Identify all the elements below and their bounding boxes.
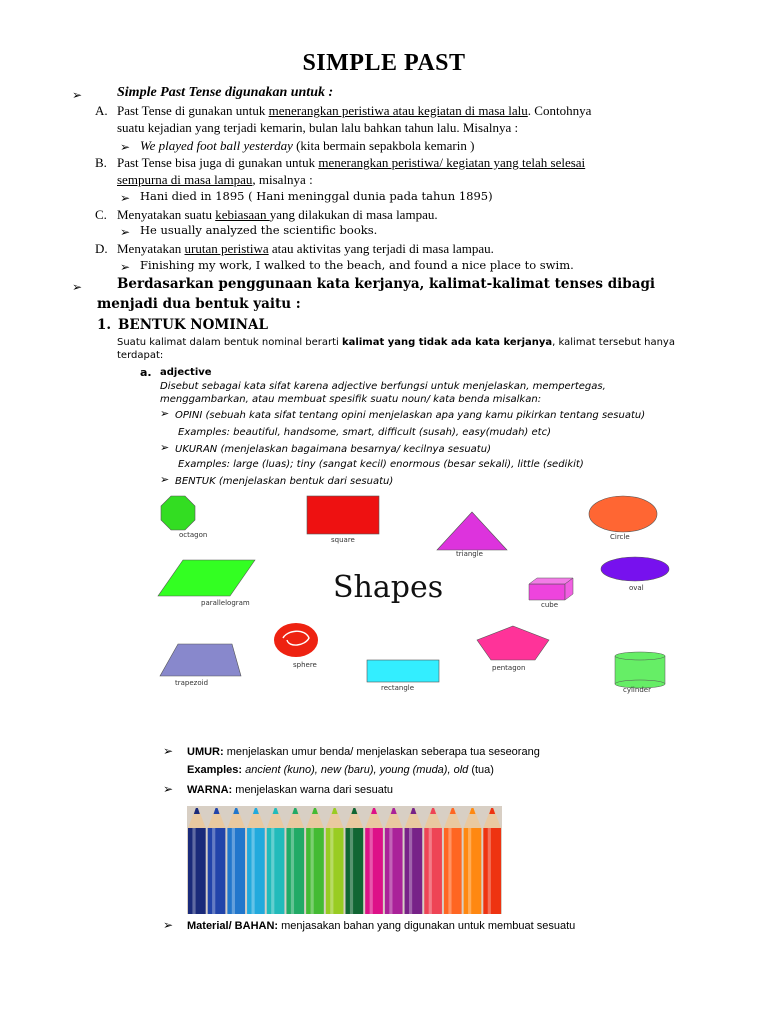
arrow-bullet-icon: ➢ — [163, 782, 174, 796]
item-a-example — [140, 137, 474, 154]
pentagon-shape — [477, 626, 549, 660]
umur-examples-tail: (tua) — [468, 764, 494, 776]
trapezoid-shape — [160, 644, 241, 676]
umur-label: UMUR: — [187, 746, 224, 758]
pencil-body — [326, 828, 344, 914]
pencil-highlight — [488, 828, 491, 914]
cylinder-label: cylinder — [623, 686, 651, 694]
pencil-body — [188, 828, 206, 914]
pencil-body — [385, 828, 403, 914]
item-c-marker: C. — [95, 207, 107, 222]
pencil-highlight — [389, 828, 392, 914]
adj-type-opini-examples: Examples: beautiful, handsome, smart, difficult (susah), easy(mudah) etc) — [178, 427, 551, 438]
octagon-label: octagon — [179, 531, 208, 539]
adj-type-opini: OPINI (sebuah kata sifat tentang opini menjelaskan apa yang kamu pikirkan tentang sesuatu) — [175, 410, 646, 421]
octagon-shape — [161, 496, 195, 530]
shapes-title: Shapes — [333, 570, 444, 605]
pencil-highlight — [448, 828, 451, 914]
arrow-bullet-icon: ➢ — [120, 225, 131, 239]
rectangle-label: rectangle — [381, 684, 415, 692]
item-c-post: yang dilakukan di masa lampau. — [269, 207, 438, 222]
pencil — [326, 808, 344, 914]
adj-type-ukuran-examples: Examples: large (luas); tiny (sangat kecil) enormous (besar sekali), little (sedikit) — [178, 459, 584, 470]
umur-text: menjelaskan umur benda/ menjelaskan seberapa tua seseorang — [223, 746, 540, 758]
item-b-marker: B. — [95, 155, 107, 170]
pencil-body — [306, 828, 324, 914]
pencil-highlight — [330, 828, 333, 914]
pencil — [267, 808, 285, 914]
pencil-body — [227, 828, 245, 914]
pencil-highlight — [370, 828, 373, 914]
item-a-post: . Contohnya — [527, 103, 592, 118]
warna-line — [187, 783, 393, 798]
cylinder-shape — [615, 652, 665, 688]
pencil — [444, 808, 462, 914]
shapes-illustration — [155, 490, 695, 700]
warna-label: WARNA: — [187, 784, 233, 796]
oval-label: oval — [629, 584, 644, 592]
pencil-body — [365, 828, 383, 914]
arrow-bullet-icon: ➢ — [160, 407, 170, 420]
pencil-body — [483, 828, 501, 914]
pencil-highlight — [409, 828, 412, 914]
pencil-body — [346, 828, 364, 914]
pentagon-label: pentagon — [492, 664, 526, 672]
cylinder-top — [615, 652, 665, 660]
item-b-underlined2: sempurna di masa lampau — [117, 172, 253, 187]
item-a-line2: suatu kejadian yang terjadi kemarin, bulan lalu bahkan tahun lalu. Misalnya : — [117, 120, 519, 135]
item-d-underlined: urutan peristiwa — [184, 241, 269, 256]
item-c-example: He usually analyzed the scientific books. — [140, 223, 378, 237]
item-c-underlined: kebiasaan — [215, 207, 270, 222]
umur-line — [187, 745, 540, 760]
pencil-body — [286, 828, 304, 914]
adj-title: adjective — [160, 367, 212, 378]
pencil — [424, 808, 442, 914]
nominal-bold: kalimat yang tidak ada kata kerjanya — [342, 337, 553, 348]
item-a-text — [117, 102, 697, 119]
pencil — [405, 808, 423, 914]
square-label: square — [331, 536, 355, 544]
item-b-text — [117, 154, 702, 171]
cube-label: cube — [541, 601, 559, 609]
pencil — [247, 808, 265, 914]
pencil-body — [247, 828, 265, 914]
sphere-body — [274, 623, 318, 657]
pencil-highlight — [429, 828, 432, 914]
item-a-example-rest: (kita bermain sepakbola kemarin ) — [292, 138, 475, 153]
item-d-post: atau aktivitas yang terjadi di masa lampau. — [268, 241, 494, 256]
item-b-underlined: menerangkan peristiwa/ kegiatan yang telah selesai — [318, 155, 586, 170]
pencil — [188, 808, 206, 914]
pencil — [346, 808, 364, 914]
heading-2-line1: Berdasarkan penggunaan kata kerjanya, kalimat-kalimat tenses dibagi — [117, 276, 656, 292]
pencil-highlight — [468, 828, 471, 914]
warna-text: menjelaskan warna dari sesuatu — [232, 784, 394, 796]
adj-type-ukuran: UKURAN (menjelaskan bagaimana besarnya/ kecilnya sesuatu) — [175, 444, 491, 455]
item-b-example: Hani died in 1895 ( Hani meninggal dunia pada tahun 1895) — [140, 189, 493, 203]
item-b-line2 — [117, 171, 313, 188]
arrow-bullet-icon: ➢ — [120, 260, 131, 274]
pencil — [483, 808, 501, 914]
arrow-bullet-icon: ➢ — [72, 280, 83, 294]
pencil-highlight — [251, 828, 254, 914]
adj-desc-line1: Disebut sebagai kata sifat karena adjective berfungsi untuk menjelaskan, mempertegas, — [160, 381, 606, 392]
item-d-pre: Menyatakan — [117, 241, 185, 256]
pencil-body — [444, 828, 462, 914]
cube-shape — [529, 578, 573, 600]
adj-type-bentuk: BENTUK (menjelaskan bentuk dari sesuatu) — [175, 476, 394, 487]
pencil — [208, 808, 226, 914]
triangle-shape — [437, 512, 507, 550]
pencil-highlight — [232, 828, 235, 914]
item-a-underlined: menerangkan peristiwa atau kegiatan di masa lalu — [268, 103, 528, 118]
item-a-marker: A. — [95, 103, 108, 118]
pencil-highlight — [291, 828, 294, 914]
nominal-pre: Suatu kalimat dalam bentuk nominal berarti — [117, 337, 343, 348]
pencil-highlight — [212, 828, 215, 914]
nominal-post: , kalimat tersebut hanya — [552, 337, 675, 348]
square-shape — [307, 496, 379, 534]
pencil-highlight — [192, 828, 195, 914]
page-title: SIMPLE PAST — [302, 50, 466, 76]
sphere-shape — [274, 623, 318, 657]
umur-examples — [187, 763, 494, 778]
item-c-text — [117, 206, 438, 223]
material-label: Material/ BAHAN: — [187, 920, 279, 932]
pencil — [286, 808, 304, 914]
umur-examples-label: Examples: — [187, 764, 243, 776]
nominal-line2: terdapat: — [117, 350, 164, 361]
item-d-text — [117, 240, 494, 257]
nominal-text — [117, 336, 675, 349]
item-d-example: Finishing my work, I walked to the beach, and found a nice place to swim. — [140, 258, 574, 272]
item-b-pre: Past Tense bisa juga di gunakan untuk — [117, 155, 319, 170]
pencil-body — [464, 828, 482, 914]
material-text: menjasakan bahan yang digunakan untuk membuat sesuatu — [278, 920, 576, 932]
pencil — [385, 808, 403, 914]
parallelogram-label: parallelogram — [201, 599, 250, 607]
pencil — [306, 808, 324, 914]
item-b-post: , misalnya : — [252, 172, 313, 187]
pencil-body — [267, 828, 285, 914]
section-1-number: 1. — [97, 317, 112, 333]
circle-shape — [589, 496, 657, 532]
pencil-highlight — [350, 828, 353, 914]
intro-heading: Simple Past Tense digunakan untuk : — [117, 85, 334, 100]
item-d-marker: D. — [95, 241, 108, 256]
item-a-pre: Past Tense di gunakan untuk — [117, 103, 269, 118]
sphere-label: sphere — [293, 661, 317, 669]
colored-pencils-image — [187, 806, 502, 914]
circle-label: Circle — [610, 533, 630, 541]
pencil-body — [405, 828, 423, 914]
item-a-example-italic: We played foot ball yesterday — [140, 138, 293, 153]
triangle-label: triangle — [456, 550, 483, 558]
pencil — [464, 808, 482, 914]
arrow-bullet-icon: ➢ — [163, 744, 174, 758]
pencil — [227, 808, 245, 914]
pencil-body — [424, 828, 442, 914]
section-1-title: BENTUK NOMINAL — [118, 317, 268, 333]
umur-examples-italic: ancient (kuno), new (baru), young (muda), old — [242, 764, 469, 776]
arrow-bullet-icon: ➢ — [120, 140, 131, 154]
material-line — [187, 919, 575, 934]
heading-2-line2: menjadi dua bentuk yaitu : — [97, 296, 301, 312]
pencil — [365, 808, 383, 914]
shapes-svg — [155, 490, 695, 700]
parallelogram-shape — [158, 560, 255, 596]
pencil-highlight — [271, 828, 274, 914]
arrow-bullet-icon: ➢ — [72, 88, 83, 102]
arrow-bullet-icon: ➢ — [160, 441, 170, 454]
adj-marker: a. — [140, 366, 152, 379]
arrow-bullet-icon: ➢ — [163, 918, 174, 932]
pencils-svg — [187, 806, 502, 914]
item-c-pre: Menyatakan suatu — [117, 207, 216, 222]
adj-desc-line2: menggambarkan, atau membuat spesifik suatu noun/ kata benda misalkan: — [160, 394, 542, 405]
oval-shape — [601, 557, 669, 581]
arrow-bullet-icon: ➢ — [160, 473, 170, 486]
pencil-body — [208, 828, 226, 914]
rectangle-shape — [367, 660, 439, 682]
pencil-highlight — [311, 828, 314, 914]
arrow-bullet-icon: ➢ — [120, 191, 131, 205]
cube-front-face — [529, 584, 565, 600]
trapezoid-label: trapezoid — [175, 679, 209, 687]
